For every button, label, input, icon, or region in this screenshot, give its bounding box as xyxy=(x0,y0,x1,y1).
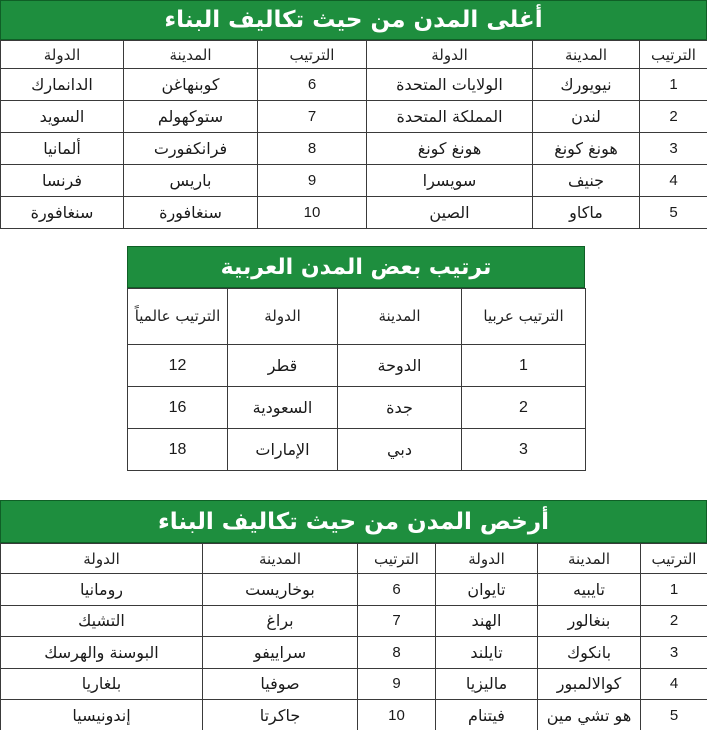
city-cell: تايبيه xyxy=(538,574,641,606)
rank-cell: 9 xyxy=(358,668,436,700)
header-country: الدولة xyxy=(436,544,538,574)
country-cell: البوسنة والهرسك xyxy=(1,637,203,669)
country-cell: قطر xyxy=(228,345,338,387)
rank-cell: 10 xyxy=(258,197,367,229)
city-cell: ماكاو xyxy=(533,197,640,229)
rank-cell: 1 xyxy=(640,69,707,101)
rank-cell: 5 xyxy=(641,700,707,730)
city-cell: جدة xyxy=(338,387,462,429)
arab-cities-section xyxy=(127,246,585,471)
arab-cities-table xyxy=(127,288,586,471)
rank-cell: 5 xyxy=(640,197,707,229)
header-country: الدولة xyxy=(367,41,533,69)
rank-cell: 6 xyxy=(358,574,436,606)
country-cell: السويد xyxy=(1,101,124,133)
table-row xyxy=(1,133,707,165)
country-cell: فرنسا xyxy=(1,165,124,197)
rank-cell: 1 xyxy=(641,574,707,606)
city-cell: نيويورك xyxy=(533,69,640,101)
country-cell: الإمارات xyxy=(228,429,338,471)
header-rank: الترتيب xyxy=(358,544,436,574)
header-rank: الترتيب xyxy=(640,41,707,69)
table-row xyxy=(1,69,707,101)
city-cell: الدوحة xyxy=(338,345,462,387)
country-cell: السعودية xyxy=(228,387,338,429)
city-cell: هونغ كونغ xyxy=(533,133,640,165)
city-cell: كوبنهاغن xyxy=(124,69,258,101)
country-cell: ألمانيا xyxy=(1,133,124,165)
header-world-rank: الترتيب عالمياً xyxy=(128,289,228,345)
rank-cell: 7 xyxy=(258,101,367,133)
cheapest-table xyxy=(0,543,707,730)
city-cell: بوخاريست xyxy=(203,574,358,606)
country-cell: الهند xyxy=(436,605,538,637)
header-arab-rank: الترتيب عربيا xyxy=(462,289,586,345)
rank-cell: 6 xyxy=(258,69,367,101)
rank-cell: 9 xyxy=(258,165,367,197)
city-cell: بنغالور xyxy=(538,605,641,637)
world-rank-cell: 16 xyxy=(128,387,228,429)
table-header-row xyxy=(128,289,586,345)
city-cell: جنيف xyxy=(533,165,640,197)
rank-cell: 10 xyxy=(358,700,436,730)
arab-rank-cell: 3 xyxy=(462,429,586,471)
country-cell: إندونيسيا xyxy=(1,700,203,730)
rank-cell: 8 xyxy=(358,637,436,669)
table-header-row xyxy=(1,41,707,69)
table-row xyxy=(128,345,586,387)
header-city: المدينة xyxy=(124,41,258,69)
rank-cell: 7 xyxy=(358,605,436,637)
city-cell: كوالالمبور xyxy=(538,668,641,700)
header-country: الدولة xyxy=(228,289,338,345)
city-cell: بانكوك xyxy=(538,637,641,669)
city-cell: سنغافورة xyxy=(124,197,258,229)
city-cell: باريس xyxy=(124,165,258,197)
header-country: الدولة xyxy=(1,41,124,69)
cheapest-title: أرخص المدن من حيث تكاليف البناء xyxy=(0,500,707,543)
city-cell: لندن xyxy=(533,101,640,133)
header-city: المدينة xyxy=(538,544,641,574)
city-cell: براغ xyxy=(203,605,358,637)
rank-cell: 2 xyxy=(640,101,707,133)
country-cell: التشيك xyxy=(1,605,203,637)
header-rank: الترتيب xyxy=(258,41,367,69)
table-row xyxy=(1,637,707,669)
most-expensive-section xyxy=(0,0,707,229)
rank-cell: 2 xyxy=(641,605,707,637)
country-cell: المملكة المتحدة xyxy=(367,101,533,133)
country-cell: ماليزيا xyxy=(436,668,538,700)
most-expensive-title: أغلى المدن من حيث تكاليف البناء xyxy=(0,0,707,40)
arab-rank-cell: 2 xyxy=(462,387,586,429)
country-cell: رومانيا xyxy=(1,574,203,606)
table-header-row xyxy=(1,544,707,574)
table-row xyxy=(1,197,707,229)
header-city: المدينة xyxy=(338,289,462,345)
most-expensive-table xyxy=(0,40,707,229)
world-rank-cell: 12 xyxy=(128,345,228,387)
country-cell: سويسرا xyxy=(367,165,533,197)
country-cell: الولايات المتحدة xyxy=(367,69,533,101)
header-city: المدينة xyxy=(203,544,358,574)
table-row xyxy=(1,165,707,197)
cheapest-section xyxy=(0,500,707,730)
country-cell: الدانمارك xyxy=(1,69,124,101)
rank-cell: 3 xyxy=(641,637,707,669)
arab-cities-title: ترتيب بعض المدن العربية xyxy=(127,246,585,288)
table-row xyxy=(1,605,707,637)
city-cell: جاكرتا xyxy=(203,700,358,730)
header-country: الدولة xyxy=(1,544,203,574)
country-cell: بلغاريا xyxy=(1,668,203,700)
header-city: المدينة xyxy=(533,41,640,69)
country-cell: تايلند xyxy=(436,637,538,669)
world-rank-cell: 18 xyxy=(128,429,228,471)
table-row xyxy=(1,101,707,133)
country-cell: سنغافورة xyxy=(1,197,124,229)
country-cell: فيتنام xyxy=(436,700,538,730)
table-row xyxy=(1,668,707,700)
country-cell: هونغ كونغ xyxy=(367,133,533,165)
city-cell: دبي xyxy=(338,429,462,471)
country-cell: الصين xyxy=(367,197,533,229)
arab-rank-cell: 1 xyxy=(462,345,586,387)
rank-cell: 4 xyxy=(640,165,707,197)
table-row xyxy=(1,574,707,606)
header-rank: الترتيب xyxy=(641,544,707,574)
rank-cell: 3 xyxy=(640,133,707,165)
city-cell: ستوكهولم xyxy=(124,101,258,133)
table-row xyxy=(128,429,586,471)
city-cell: سراييفو xyxy=(203,637,358,669)
rank-cell: 4 xyxy=(641,668,707,700)
city-cell: صوفيا xyxy=(203,668,358,700)
table-row xyxy=(1,700,707,730)
rank-cell: 8 xyxy=(258,133,367,165)
city-cell: فرانكفورت xyxy=(124,133,258,165)
table-row xyxy=(128,387,586,429)
country-cell: تايوان xyxy=(436,574,538,606)
city-cell: هو تشي مين xyxy=(538,700,641,730)
